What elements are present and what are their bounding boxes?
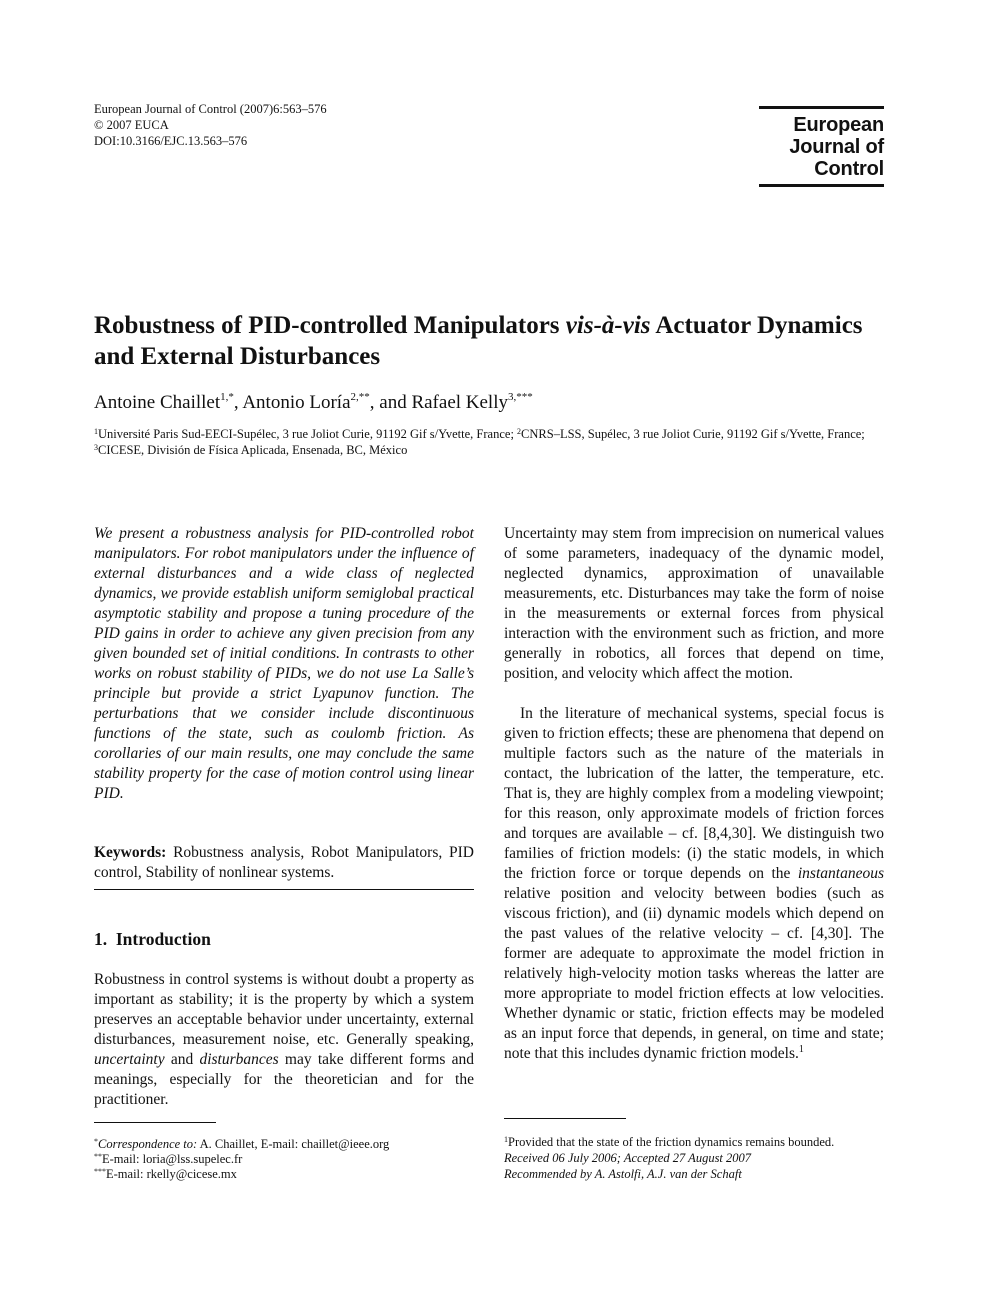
author-1: Antoine Chaillet bbox=[94, 392, 221, 413]
footnote-text: E-mail: loria@lss.supelec.fr bbox=[102, 1152, 243, 1166]
right-paragraph-2 bbox=[504, 704, 884, 1064]
intro-emphasis: uncertainty bbox=[94, 1051, 165, 1068]
received-dates: Received 06 July 2006; Accepted 27 August 2007 bbox=[504, 1151, 752, 1165]
footnote-text: A. Chaillet, E-mail: chaillet@ieee.org bbox=[197, 1137, 390, 1151]
keywords bbox=[94, 843, 474, 883]
intro-text: Robustness in control systems is without doubt a property as important as stability; it is the property by which a system preserves an acceptable behavior under uncertainty, external disturbances, measurement noise, etc. Generally speaking, bbox=[94, 971, 474, 1048]
footnote-mark: 1 bbox=[504, 1135, 508, 1144]
logo-text bbox=[759, 109, 884, 184]
logo-line-1: European bbox=[793, 114, 884, 136]
title-italic: vis-à-vis bbox=[565, 312, 651, 339]
footnote-rule-right bbox=[504, 1118, 626, 1119]
section-heading bbox=[94, 929, 211, 950]
author-list bbox=[94, 391, 533, 415]
intro-text: may take different forms and meanings, especially for the theoretician and for the practitioner. bbox=[94, 1051, 474, 1108]
footnote-1 bbox=[504, 1134, 886, 1150]
recommended-by: Recommended by A. Astolfi, A.J. van der Schaft bbox=[504, 1167, 742, 1181]
paragraph-text: In the literature of mechanical systems, special focus is given to friction effects; these are phenomena that depend on multiple factors such as the nature of the materials in contact, the lubrication of the latter, the temperature, etc. That is, they are highly complex from a modeling viewpoint; for this reason, only approximate models of friction forces and torques are available – cf. [8,4,30]. We distinguish two families of friction models: (i) the static models, in which the friction force or torque depends on the bbox=[504, 705, 884, 882]
footnote-text: Provided that the state of the friction dynamics remains bounded. bbox=[508, 1135, 835, 1149]
author-separator: , bbox=[233, 392, 243, 413]
footnote-email-2 bbox=[94, 1152, 474, 1167]
footnote-ref: 1 bbox=[798, 1044, 804, 1055]
affiliations bbox=[94, 426, 886, 458]
journal-citation: European Journal of Control (2007)6:563–576 bbox=[94, 102, 327, 116]
copyright: © 2007 EUCA bbox=[94, 118, 169, 132]
section-title: Introduction bbox=[115, 929, 211, 949]
author-separator: , and bbox=[369, 392, 412, 413]
intro-emphasis: disturbances bbox=[199, 1051, 279, 1068]
footnote-rule-left bbox=[94, 1122, 216, 1123]
affiliation-1: Université Paris Sud-EECI-Supélec, 3 rue Joliot Curie, 91192 Gif s/Yvette, France; bbox=[98, 427, 518, 441]
journal-logo bbox=[759, 106, 884, 187]
author-1-mark: 1,* bbox=[220, 391, 234, 403]
intro-paragraph bbox=[94, 970, 474, 1110]
section-number: 1. bbox=[94, 929, 108, 949]
logo-line-3: Control bbox=[814, 158, 884, 180]
logo-line-2: Journal of bbox=[789, 136, 884, 158]
paragraph-text: relative position and velocity between bodies (such as viscous friction), and (ii) dynamic models which depend on the past values of the relative velocity – cf. [4,30]. The former are adequate to approximate the model friction in relatively high-velocity motion tasks whereas the latter are more appropriate to model friction effects at low velocities. Whether dynamic or static, friction effects may be modeled as an input force that depends, in general, on time and state; note that this includes dynamic friction models. bbox=[504, 885, 884, 1062]
affil-mark: 3 bbox=[94, 443, 98, 452]
footnotes-left bbox=[94, 1137, 474, 1182]
affil-mark: 1 bbox=[94, 427, 98, 436]
title-part-1: Robustness of PID-controlled Manipulators bbox=[94, 312, 566, 339]
footnotes-right bbox=[504, 1134, 886, 1182]
abstract: We present a robustness analysis for PID-controlled robot manipulators. For robot manipulators under the influence of external disturbances and a wide class of neglected dynamics, we provide establish uniform semiglobal practical asymptotic stability and propose a tuning procedure of the PID gains in order to achieve any given precision from any given bounded set of initial conditions. In contrasts to other works on robust stability of PIDs, we do not use La Salle’s principle but provide a strict Lyapunov function. The perturbations that we consider include discontinuous functions of the state, such as coulomb friction. As corollaries of our main results, one may conclude the same stability property for the case of motion control using linear PID. bbox=[94, 525, 474, 802]
paper-title bbox=[94, 310, 894, 372]
author-3: Rafael Kelly bbox=[411, 392, 508, 413]
right-paragraph-1: Uncertainty may stem from imprecision on numerical values of some parameters, inadequacy of the dynamic model, neglected dynamics, approximation of unavailable measurements, etc. Disturbances may take the form of noise in the measurements or external forces from physical interaction with the environment such as friction, and more generally in robotics, all forces that depend on time, position, and velocity which affect the motion. bbox=[504, 525, 884, 682]
footnote-email-3 bbox=[94, 1167, 474, 1182]
keywords-label: Keywords: bbox=[94, 844, 167, 861]
footnote-mark: *** bbox=[94, 1167, 106, 1176]
journal-header bbox=[94, 101, 327, 149]
doi: DOI:10.3166/EJC.13.563–576 bbox=[94, 134, 248, 148]
footnote-mark: ** bbox=[94, 1152, 102, 1161]
footnote-correspondence bbox=[94, 1137, 474, 1152]
title-part-2: Actuator Dynamics and External Disturbances bbox=[94, 312, 863, 370]
intro-text: and bbox=[164, 1051, 200, 1068]
author-2-mark: 2,** bbox=[350, 391, 370, 403]
affiliation-2: CNRS–LSS, Supélec, 3 rue Joliot Curie, 91192 Gif s/Yvette, France; bbox=[521, 427, 865, 441]
abstract-divider bbox=[94, 889, 474, 890]
author-3-mark: 3,*** bbox=[508, 391, 533, 403]
logo-bottom-bar bbox=[759, 184, 884, 187]
footnote-text: E-mail: rkelly@cicese.mx bbox=[106, 1167, 237, 1181]
affil-mark: 2 bbox=[517, 427, 522, 436]
author-2: Antonio Loría bbox=[242, 392, 351, 413]
paragraph-emphasis: instantaneous bbox=[797, 865, 884, 882]
footnote-label: Correspondence to: bbox=[98, 1137, 198, 1151]
footnote-mark: * bbox=[94, 1137, 98, 1146]
keywords-text: Robustness analysis, Robot Manipulators, PID control, Stability of nonlinear systems. bbox=[94, 844, 474, 881]
affiliation-3: CICESE, División de Física Aplicada, Ensenada, BC, México bbox=[98, 443, 408, 457]
